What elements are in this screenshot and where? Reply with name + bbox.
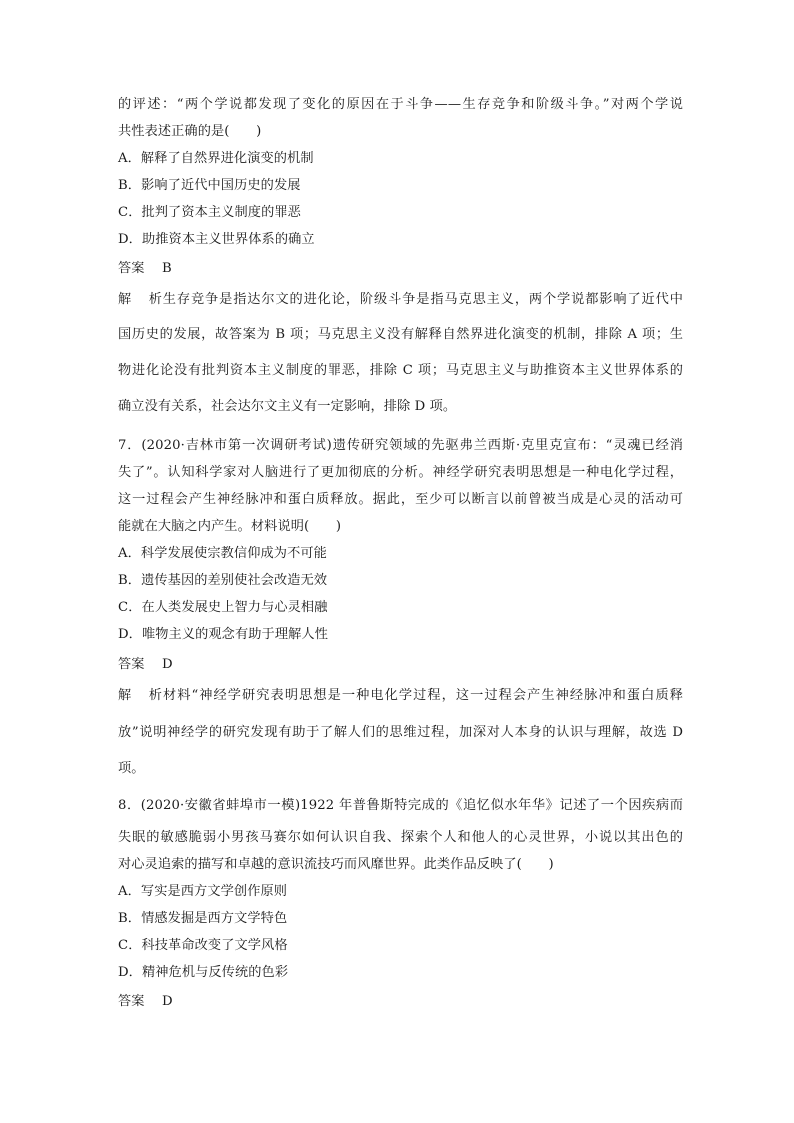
q7-analysis-line-1 (118, 687, 683, 705)
q6-answer (118, 260, 172, 278)
q7-option-c: C．在人类发展史上智力与心灵相融 (118, 600, 328, 615)
q7-answer (118, 656, 173, 674)
q8-answer-label: 答案 (118, 994, 145, 1009)
q8-stem-line-2: 失眠的敏感脆弱小男孩马赛尔如何认识自我、探索个人和他人的心灵世界，小说以其出色的 (118, 830, 683, 845)
q6-option-a: A．解释了自然界进化演变的机制 (118, 151, 314, 166)
q8-option-c: C．科技革命改变了文学风格 (118, 938, 288, 953)
q7-stem-line-3: 这一过程会产生神经脉冲和蛋白质释放。据此，至少可以断言以前曾被当成是心灵的活动可 (118, 492, 683, 507)
q6-answer-value: B (162, 261, 172, 276)
q6-analysis-line-3: 物进化论没有批判资本主义制度的罪恶，排除 C 项；马克思主义与助推资本主义世界体系的 (118, 363, 683, 378)
q7-analysis-text-1: 材料“神经学研究表明思想是一种电化学过程，这一过程会产生神经脉冲和蛋白质释 (162, 688, 683, 703)
q6-analysis-line-2: 国历史的发展，故答案为 B 项；马克思主义没有解释自然界进化演变的机制，排除 A 项；生 (118, 327, 683, 342)
q6-analysis-line-4: 确立没有关系，社会达尔文主义有一定影响，排除 D 项。 (118, 399, 457, 414)
q8-stem-line-1: 8．(2020·安徽省蚌埠市一模)1922 年普鲁斯特完成的《追忆似水年华》记述了一个因疾病而 (118, 798, 683, 813)
q7-option-b: B．遗传基因的差别使社会改造无效 (118, 573, 328, 588)
q6-stem-line-1: 的评述：“两个学说都发现了变化的原因在于斗争——生存竞争和阶级斗争。”对两个学说 (118, 97, 683, 112)
q8-option-a: A．写实是西方文学创作原则 (118, 884, 288, 899)
q7-option-d: D．唯物主义的观念有助于理解人性 (118, 627, 328, 642)
q8-answer (118, 993, 173, 1011)
q6-option-c: C．批判了资本主义制度的罪恶 (118, 205, 301, 220)
q6-option-d: D．助推资本主义世界体系的确立 (118, 232, 315, 247)
q6-analysis-label: 解析 (118, 292, 162, 307)
q6-analysis-text-1: 生存竞争是指达尔文的进化论，阶级斗争是指马克思主义，两个学说都影响了近代中 (162, 292, 683, 307)
q6-answer-label: 答案 (118, 261, 145, 276)
q8-option-d: D．精神危机与反传统的色彩 (118, 965, 289, 980)
q8-stem-line-3: 对心灵追索的描写和卓越的意识流技巧而风靡世界。此类作品反映了( ) (118, 857, 554, 872)
q7-answer-value: D (162, 657, 173, 672)
q6-stem-line-2: 共性表述正确的是( ) (118, 124, 262, 139)
q7-analysis-line-2: 放”说明神经学的研究发现有助于了解人们的思维过程，加深对人本身的认识与理解，故选 D (118, 725, 683, 740)
q8-answer-value: D (162, 994, 173, 1009)
q7-stem-line-4: 能就在大脑之内产生。材料说明( ) (118, 519, 342, 534)
q6-option-b: B．影响了近代中国历史的发展 (118, 178, 301, 193)
q7-analysis-line-3: 项。 (118, 761, 145, 776)
q8-option-b: B．情感发掘是西方文学特色 (118, 911, 288, 926)
q7-answer-label: 答案 (118, 657, 145, 672)
q7-analysis-label: 解析 (118, 688, 162, 703)
q7-stem-line-1: 7．(2020·吉林市第一次调研考试)遗传研究领域的先驱弗兰西斯·克里克宣布：“灵魂已经消 (118, 438, 683, 453)
q6-analysis-line-1 (118, 291, 683, 309)
q7-option-a: A．科学发展使宗教信仰成为不可能 (118, 546, 327, 561)
q7-stem-line-2: 失了”。认知科学家对人脑进行了更加彻底的分析。神经学研究表明思想是一种电化学过程， (118, 465, 683, 480)
